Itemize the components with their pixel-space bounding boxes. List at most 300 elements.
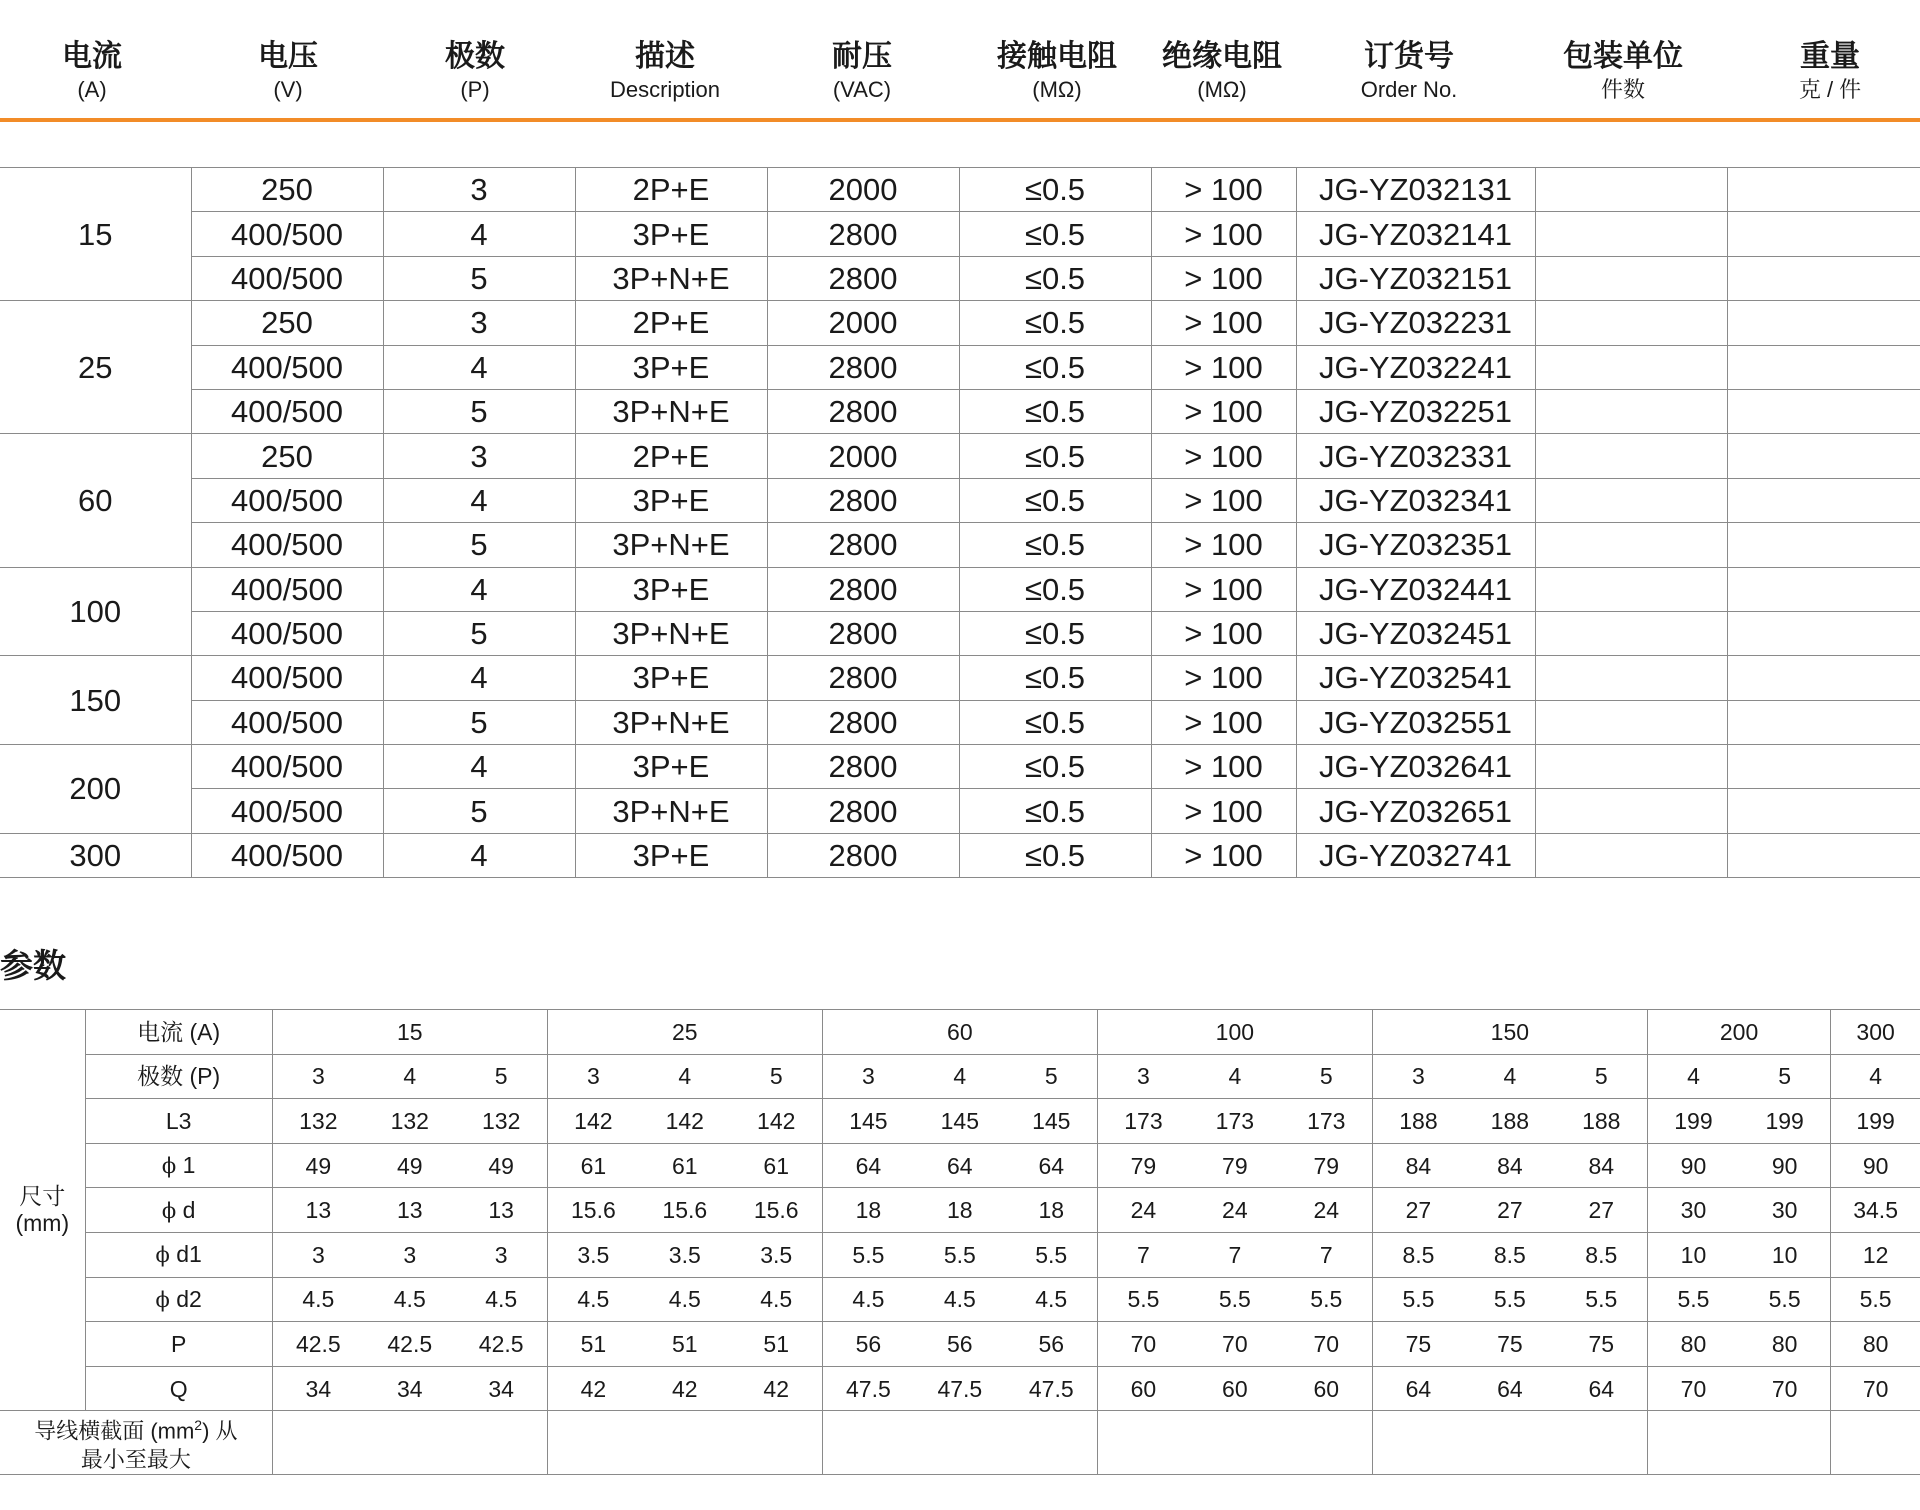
contact-resistance-cell: ≤0.5 — [959, 168, 1151, 212]
poles-cell: 3 — [383, 434, 575, 478]
dimension-value-cell: 5.5 — [1189, 1277, 1281, 1322]
poles-value-cell: 4 — [1464, 1054, 1556, 1099]
dimension-value-cell: 15.6 — [639, 1188, 731, 1233]
table-row — [0, 611, 1920, 655]
dimension-value-cell: 64 — [1372, 1366, 1464, 1411]
row-label: ϕ d1 — [85, 1232, 272, 1277]
order-number-cell: JG-YZ032351 — [1296, 523, 1535, 567]
wire-section-label — [0, 1411, 272, 1474]
phi-symbol: ϕ — [155, 1287, 170, 1312]
dimension-value-cell: 80 — [1647, 1322, 1739, 1367]
dimension-value-cell: 5.5 — [1372, 1277, 1464, 1322]
dimension-value-cell: 64 — [822, 1143, 914, 1188]
insulation-resistance-cell: > 100 — [1151, 789, 1296, 833]
poles-cell: 5 — [383, 523, 575, 567]
poles-cell: 5 — [383, 611, 575, 655]
dimension-value-cell: 27 — [1556, 1188, 1648, 1233]
poles-cell: 4 — [383, 345, 575, 389]
dimension-value-cell: 10 — [1647, 1232, 1739, 1277]
row-label: 极数 (P) — [85, 1054, 272, 1099]
row-label: ϕ d — [85, 1188, 272, 1233]
dimension-value-cell: 47.5 — [1006, 1366, 1098, 1411]
dimension-value-cell: 75 — [1464, 1322, 1556, 1367]
header-column — [1563, 38, 1683, 104]
order-number-cell: JG-YZ032141 — [1296, 212, 1535, 256]
dimension-value-cell: 188 — [1464, 1099, 1556, 1144]
dimension-value-cell: 70 — [1831, 1366, 1920, 1411]
header-subtitle: Order No. — [1360, 77, 1458, 102]
poles-value-cell: 4 — [914, 1054, 1006, 1099]
dimension-value-cell: 3 — [456, 1232, 548, 1277]
dimension-value-cell: 7 — [1097, 1232, 1189, 1277]
pack-unit-cell — [1535, 745, 1727, 789]
dimension-value-cell: 13 — [364, 1188, 456, 1233]
current-cell: 60 — [0, 434, 191, 567]
table-row — [0, 256, 1920, 300]
dimension-value-cell: 5.5 — [1281, 1277, 1373, 1322]
dimension-value-cell: 30 — [1739, 1188, 1831, 1233]
wire-label-line1: 导线横截面 $(mm^2)$ 从 — [34, 1417, 238, 1444]
dimension-value-cell: 3 — [364, 1232, 456, 1277]
description-cell: 3P+E — [575, 212, 767, 256]
pack-unit-cell — [1535, 523, 1727, 567]
insulation-resistance-cell: > 100 — [1151, 523, 1296, 567]
dimension-value-cell: 7 — [1281, 1232, 1373, 1277]
dimension-value-cell: 24 — [1281, 1188, 1373, 1233]
poles-value-cell: 5 — [731, 1054, 823, 1099]
dimension-value-cell: 42 — [731, 1366, 823, 1411]
dimension-value-cell: 70 — [1739, 1366, 1831, 1411]
pack-unit-cell — [1535, 301, 1727, 345]
withstand-cell: 2800 — [767, 523, 959, 567]
weight-cell — [1727, 789, 1920, 833]
poles-value-cell: 3 — [547, 1054, 639, 1099]
header-column — [610, 38, 720, 104]
header-title: 电压 — [258, 39, 318, 74]
pack-unit-cell — [1535, 656, 1727, 700]
dimension-value-cell: 199 — [1831, 1099, 1920, 1144]
poles-cell: 4 — [383, 833, 575, 877]
voltage-cell: 400/500 — [191, 567, 383, 611]
dimension-value-cell: 42 — [547, 1366, 639, 1411]
dimension-value-cell: 173 — [1281, 1099, 1373, 1144]
dimension-value-cell: 142 — [731, 1099, 823, 1144]
insulation-resistance-cell: > 100 — [1151, 611, 1296, 655]
dimension-value-cell: 51 — [731, 1322, 823, 1367]
contact-resistance-cell: ≤0.5 — [959, 789, 1151, 833]
dimension-value-cell: 80 — [1739, 1322, 1831, 1367]
table-row — [0, 1099, 1920, 1144]
dimension-value-cell: 70 — [1647, 1366, 1739, 1411]
current-group-cell: 15 — [272, 1010, 547, 1055]
dimension-value-cell: 4.5 — [272, 1277, 364, 1322]
poles-cell: 3 — [383, 301, 575, 345]
insulation-resistance-cell: > 100 — [1151, 478, 1296, 522]
insulation-resistance-cell: > 100 — [1151, 745, 1296, 789]
withstand-cell: 2800 — [767, 656, 959, 700]
dimension-value-cell: 4.5 — [1006, 1277, 1098, 1322]
dimension-value-cell: 188 — [1372, 1099, 1464, 1144]
insulation-resistance-cell: > 100 — [1151, 656, 1296, 700]
order-number-cell: JG-YZ032541 — [1296, 656, 1535, 700]
description-cell: 3P+N+E — [575, 789, 767, 833]
dimension-value-cell: 12 — [1831, 1232, 1920, 1277]
order-number-cell: JG-YZ032451 — [1296, 611, 1535, 655]
poles-value-cell: 5 — [1006, 1054, 1098, 1099]
dimension-value-cell: 5.5 — [822, 1232, 914, 1277]
dimension-value-cell: 64 — [1556, 1366, 1648, 1411]
contact-resistance-cell: ≤0.5 — [959, 478, 1151, 522]
dimension-value-cell: 47.5 — [914, 1366, 1006, 1411]
table-row — [0, 567, 1920, 611]
dimension-value-cell: 49 — [272, 1143, 364, 1188]
header-column — [1162, 38, 1282, 104]
dimension-value-cell: 199 — [1647, 1099, 1739, 1144]
insulation-resistance-cell: > 100 — [1151, 833, 1296, 877]
section-title: 参数 — [0, 946, 66, 985]
table-row — [0, 478, 1920, 522]
order-number-cell: JG-YZ032251 — [1296, 389, 1535, 433]
table-row — [0, 789, 1920, 833]
withstand-cell: 2800 — [767, 212, 959, 256]
order-number-cell: JG-YZ032131 — [1296, 168, 1535, 212]
header-subtitle: (A) — [77, 77, 107, 102]
current-group-cell: 25 — [547, 1010, 822, 1055]
dimension-value-cell: 5.5 — [1739, 1277, 1831, 1322]
dimension-table — [0, 1009, 1920, 1475]
table-row — [0, 168, 1920, 212]
weight-cell — [1727, 478, 1920, 522]
spec-table — [0, 167, 1920, 878]
voltage-cell: 400/500 — [191, 789, 383, 833]
table-row — [0, 345, 1920, 389]
poles-cell: 3 — [383, 168, 575, 212]
header-subtitle: 件数 — [1600, 77, 1645, 102]
poles-value-cell: 4 — [364, 1054, 456, 1099]
current-group-cell: 100 — [1097, 1010, 1372, 1055]
current-cell: 200 — [0, 745, 191, 834]
dimension-value-cell: 18 — [822, 1188, 914, 1233]
current-group-cell: 200 — [1647, 1010, 1830, 1055]
contact-resistance-cell: ≤0.5 — [959, 301, 1151, 345]
dimension-value-cell: 142 — [547, 1099, 639, 1144]
weight-cell — [1727, 256, 1920, 300]
withstand-cell: 2800 — [767, 567, 959, 611]
table-row — [0, 700, 1920, 744]
weight-cell — [1727, 434, 1920, 478]
dimension-value-cell: 70 — [1281, 1322, 1373, 1367]
withstand-cell: 2800 — [767, 256, 959, 300]
dimension-value-cell: 61 — [731, 1143, 823, 1188]
dimension-value-cell: 15.6 — [547, 1188, 639, 1233]
current-cell: 15 — [0, 168, 191, 301]
weight-cell — [1727, 168, 1920, 212]
dimension-value-cell: 90 — [1831, 1143, 1920, 1188]
dimension-value-cell: 5.5 — [1464, 1277, 1556, 1322]
dimension-value-cell: 132 — [364, 1099, 456, 1144]
dimension-value-cell: 3.5 — [639, 1232, 731, 1277]
order-number-cell: JG-YZ032441 — [1296, 567, 1535, 611]
pack-unit-cell — [1535, 611, 1727, 655]
poles-cell: 4 — [383, 745, 575, 789]
dimension-value-cell: 5.5 — [1647, 1277, 1739, 1322]
description-cell: 3P+N+E — [575, 523, 767, 567]
weight-cell — [1727, 656, 1920, 700]
dimension-value-cell: 84 — [1556, 1143, 1648, 1188]
dimension-value-cell: 61 — [639, 1143, 731, 1188]
insulation-resistance-cell: > 100 — [1151, 168, 1296, 212]
current-cell: 150 — [0, 656, 191, 745]
contact-resistance-cell: ≤0.5 — [959, 833, 1151, 877]
dimension-value-cell: 64 — [1464, 1366, 1556, 1411]
description-cell: 3P+N+E — [575, 700, 767, 744]
table-row — [0, 1054, 1920, 1099]
dimension-value-cell: 56 — [822, 1322, 914, 1367]
dimension-value-cell: 34.5 — [1831, 1188, 1920, 1233]
dimension-value-cell: 90 — [1647, 1143, 1739, 1188]
voltage-cell: 400/500 — [191, 745, 383, 789]
weight-cell — [1727, 567, 1920, 611]
pack-unit-cell — [1535, 567, 1727, 611]
poles-cell: 5 — [383, 789, 575, 833]
header-column — [1361, 38, 1458, 104]
contact-resistance-cell: ≤0.5 — [959, 389, 1151, 433]
table-header — [0, 38, 1920, 120]
dimension-value-cell: 49 — [364, 1143, 456, 1188]
voltage-cell: 400/500 — [191, 256, 383, 300]
dimension-value-cell: 7 — [1189, 1232, 1281, 1277]
table-row — [0, 656, 1920, 700]
dimension-value-cell: 56 — [914, 1322, 1006, 1367]
dimension-value-cell: 79 — [1097, 1143, 1189, 1188]
weight-cell — [1727, 700, 1920, 744]
dimension-value-cell: 5.5 — [1097, 1277, 1189, 1322]
row-label: ϕ d2 — [85, 1277, 272, 1322]
superscript: 2 — [194, 1417, 203, 1434]
contact-resistance-cell: ≤0.5 — [959, 434, 1151, 478]
poles-cell: 4 — [383, 478, 575, 522]
header-title: 订货号 — [1364, 39, 1454, 74]
description-cell: 3P+E — [575, 478, 767, 522]
header-title: 包装单位 — [1563, 39, 1683, 74]
current-cell: 25 — [0, 301, 191, 434]
dimension-value-cell: 79 — [1281, 1143, 1373, 1188]
table-row — [0, 1322, 1920, 1367]
order-number-cell: JG-YZ032651 — [1296, 789, 1535, 833]
dimension-value-cell: 42 — [639, 1366, 731, 1411]
dimension-value-cell: 90 — [1739, 1143, 1831, 1188]
dimension-value-cell: 4.5 — [364, 1277, 456, 1322]
pack-unit-cell — [1535, 345, 1727, 389]
voltage-cell: 250 — [191, 168, 383, 212]
insulation-resistance-cell: > 100 — [1151, 212, 1296, 256]
dimension-value-cell: 64 — [914, 1143, 1006, 1188]
poles-value-cell: 4 — [1189, 1054, 1281, 1099]
dimension-value-cell: 60 — [1189, 1366, 1281, 1411]
dimension-value-cell: 75 — [1556, 1322, 1648, 1367]
weight-cell — [1727, 345, 1920, 389]
table-row — [0, 1232, 1920, 1277]
order-number-cell: JG-YZ032241 — [1296, 345, 1535, 389]
dimension-value-cell: 70 — [1097, 1322, 1189, 1367]
wire-section-cell — [1097, 1411, 1372, 1474]
header-title: 耐压 — [832, 39, 892, 74]
dimension-value-cell: 10 — [1739, 1232, 1831, 1277]
withstand-cell: 2000 — [767, 301, 959, 345]
description-cell: 3P+E — [575, 656, 767, 700]
dimension-value-cell: 24 — [1189, 1188, 1281, 1233]
dimension-value-cell: 60 — [1281, 1366, 1373, 1411]
size-unit: (mm) — [15, 1210, 70, 1237]
table-row — [0, 1188, 1920, 1233]
table-row — [0, 523, 1920, 567]
dimension-value-cell: 24 — [1097, 1188, 1189, 1233]
dimension-value-cell: 188 — [1556, 1099, 1648, 1144]
order-number-cell: JG-YZ032741 — [1296, 833, 1535, 877]
dimension-value-cell: 18 — [1006, 1188, 1098, 1233]
header-column — [1799, 38, 1861, 104]
dimension-value-cell: 18 — [914, 1188, 1006, 1233]
header-subtitle: (MΩ) — [1032, 77, 1082, 102]
weight-cell — [1727, 301, 1920, 345]
table-row — [0, 1366, 1920, 1411]
wire-section-cell — [547, 1411, 822, 1474]
poles-value-cell: 3 — [1372, 1054, 1464, 1099]
dimension-value-cell: 3.5 — [731, 1232, 823, 1277]
current-cell: 100 — [0, 567, 191, 656]
voltage-cell: 400/500 — [191, 700, 383, 744]
dimension-value-cell: 34 — [456, 1366, 548, 1411]
dimension-value-cell: 49 — [456, 1143, 548, 1188]
dimension-value-cell: 51 — [639, 1322, 731, 1367]
voltage-cell: 400/500 — [191, 345, 383, 389]
description-cell: 2P+E — [575, 168, 767, 212]
pack-unit-cell — [1535, 833, 1727, 877]
voltage-cell: 250 — [191, 301, 383, 345]
current-group-cell: 150 — [1372, 1010, 1647, 1055]
current-group-cell: 60 — [822, 1010, 1097, 1055]
poles-value-cell: 4 — [1831, 1054, 1920, 1099]
description-cell: 3P+E — [575, 345, 767, 389]
dimension-value-cell: 34 — [272, 1366, 364, 1411]
poles-value-cell: 5 — [1556, 1054, 1648, 1099]
dimension-value-cell: 132 — [272, 1099, 364, 1144]
header-column — [62, 38, 122, 104]
weight-cell — [1727, 389, 1920, 433]
poles-value-cell: 3 — [822, 1054, 914, 1099]
table-row — [0, 1010, 1920, 1055]
withstand-cell: 2000 — [767, 168, 959, 212]
header-subtitle: (V) — [273, 77, 303, 102]
description-cell: 3P+N+E — [575, 389, 767, 433]
voltage-cell: 400/500 — [191, 656, 383, 700]
withstand-cell: 2800 — [767, 700, 959, 744]
header-divider — [0, 118, 1920, 122]
dimension-value-cell: 5.5 — [1831, 1277, 1920, 1322]
voltage-cell: 400/500 — [191, 523, 383, 567]
poles-cell: 5 — [383, 389, 575, 433]
pack-unit-cell — [1535, 212, 1727, 256]
weight-cell — [1727, 833, 1920, 877]
table-row — [0, 833, 1920, 877]
order-number-cell: JG-YZ032231 — [1296, 301, 1535, 345]
withstand-cell: 2800 — [767, 833, 959, 877]
header-column — [832, 38, 892, 104]
row-label: Q — [85, 1366, 272, 1411]
dimension-value-cell: 13 — [456, 1188, 548, 1233]
contact-resistance-cell: ≤0.5 — [959, 656, 1151, 700]
header-subtitle: (MΩ) — [1197, 77, 1247, 102]
contact-resistance-cell: ≤0.5 — [959, 345, 1151, 389]
table-row — [0, 745, 1920, 789]
header-column — [445, 38, 505, 104]
insulation-resistance-cell: > 100 — [1151, 301, 1296, 345]
dimension-value-cell: 199 — [1739, 1099, 1831, 1144]
order-number-cell: JG-YZ032151 — [1296, 256, 1535, 300]
dimension-value-cell: 8.5 — [1556, 1232, 1648, 1277]
dimension-value-cell: 173 — [1189, 1099, 1281, 1144]
dimension-value-cell: 79 — [1189, 1143, 1281, 1188]
current-group-cell: 300 — [1831, 1010, 1920, 1055]
voltage-cell: 250 — [191, 434, 383, 478]
dimension-value-cell: 173 — [1097, 1099, 1189, 1144]
pack-unit-cell — [1535, 168, 1727, 212]
pack-unit-cell — [1535, 700, 1727, 744]
dimension-value-cell: 145 — [1006, 1099, 1098, 1144]
withstand-cell: 2800 — [767, 789, 959, 833]
description-cell: 2P+E — [575, 434, 767, 478]
header-column — [258, 38, 318, 104]
weight-cell — [1727, 745, 1920, 789]
dimension-value-cell: 4.5 — [639, 1277, 731, 1322]
table-row — [0, 301, 1920, 345]
phi-symbol: ϕ — [161, 1154, 177, 1179]
poles-value-cell: 3 — [272, 1054, 364, 1099]
insulation-resistance-cell: > 100 — [1151, 345, 1296, 389]
table-row — [0, 389, 1920, 433]
poles-value-cell: 5 — [1739, 1054, 1831, 1099]
dimension-value-cell: 15.6 — [731, 1188, 823, 1233]
poles-value-cell: 4 — [1647, 1054, 1739, 1099]
header-title: 重量 — [1800, 39, 1860, 74]
row-label: ϕ 1 — [85, 1143, 272, 1188]
dimension-value-cell: 4.5 — [822, 1277, 914, 1322]
dimension-value-cell: 84 — [1464, 1143, 1556, 1188]
dimension-value-cell: 3 — [272, 1232, 364, 1277]
header-title: 电流 — [62, 39, 122, 74]
dimension-value-cell: 4.5 — [731, 1277, 823, 1322]
insulation-resistance-cell: > 100 — [1151, 389, 1296, 433]
row-label: P — [85, 1322, 272, 1367]
order-number-cell: JG-YZ032331 — [1296, 434, 1535, 478]
wire-section-cell — [822, 1411, 1097, 1474]
wire-section-cell — [272, 1411, 547, 1474]
dimension-value-cell: 5.5 — [1556, 1277, 1648, 1322]
weight-cell — [1727, 523, 1920, 567]
voltage-cell: 400/500 — [191, 389, 383, 433]
table-row — [0, 1277, 1920, 1322]
header-subtitle: 克 / 件 — [1798, 77, 1862, 102]
table-row — [0, 1143, 1920, 1188]
pack-unit-cell — [1535, 434, 1727, 478]
wire-label-line2: 最小至最大 — [80, 1446, 191, 1472]
description-cell: 2P+E — [575, 301, 767, 345]
contact-resistance-cell: ≤0.5 — [959, 745, 1151, 789]
dimension-value-cell: 145 — [822, 1099, 914, 1144]
poles-value-cell: 5 — [456, 1054, 548, 1099]
insulation-resistance-cell: > 100 — [1151, 700, 1296, 744]
header-column — [997, 38, 1117, 104]
